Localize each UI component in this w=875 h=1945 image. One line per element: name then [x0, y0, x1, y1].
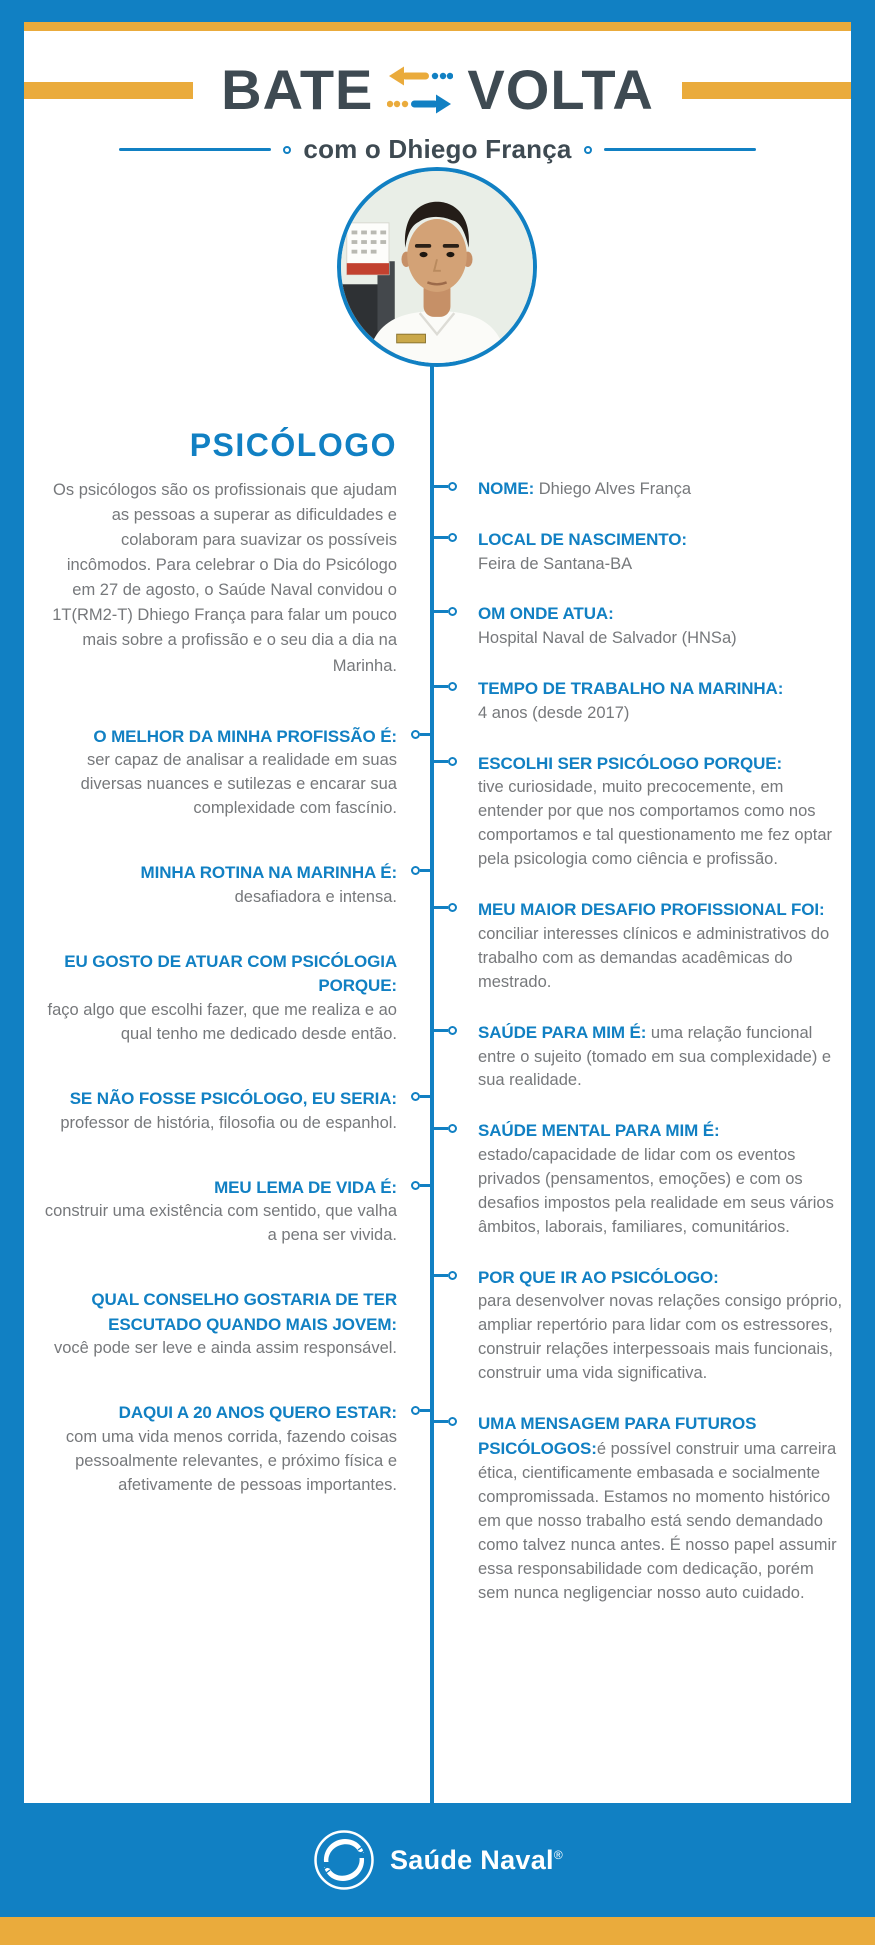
qa-item: [44, 725, 397, 821]
connector-tick: [434, 1029, 448, 1032]
timeline-connector: [434, 1271, 457, 1280]
qa-answer: tive curiosidade, muito precocemente, em entender por que nos comportamos como nos comportamos e tal questionamento me fez optar pela psicologia como ciência e profissão.: [478, 778, 833, 869]
connector-node-icon: [448, 1417, 457, 1426]
qa-heading: NOME:: [478, 479, 535, 498]
qa-item: [478, 1412, 846, 1605]
connector-node-icon: [411, 1092, 420, 1101]
timeline-connector: [411, 1181, 434, 1190]
qa-heading: QUAL CONSELHO GOSTARIA DE TER ESCUTADO QUANDO MAIS JOVEM:: [91, 1290, 397, 1334]
qa-answer: ser capaz de analisar a realidade em suas diversas nuances e sutilezas e encarar sua complexidade com fascínio.: [80, 751, 397, 818]
qa-item: [44, 1087, 397, 1136]
connector-node-icon: [448, 682, 457, 691]
qa-answer: uma relação funcional entre o sujeito (tomado em sua complexidade) e sua realidade.: [478, 1023, 832, 1090]
portrait-photo: [337, 167, 537, 367]
connector-tick: [420, 1409, 434, 1412]
left-qa-list: [44, 725, 397, 1498]
content-card: [24, 22, 851, 1803]
qa-heading: MINHA ROTINA NA MARINHA É:: [140, 863, 397, 883]
subtitle-dot-right: [584, 146, 592, 154]
subtitle: [24, 134, 851, 165]
qa-answer: construir uma existência com sentido, que valha a pena ser vivida.: [44, 1202, 397, 1245]
qa-answer: é possível construir uma carreira ética, cientificamente embasada e socialmente compromissada. Estamos no momento histórico em que nosso trabalho está sendo demandado como talvez nunca antes. É nosso papel assumir essa responsabilidade com dedicação, porém sem nunca negligenciar nosso auto cuidado.: [478, 1439, 837, 1602]
qa-heading: LOCAL DE NASCIMENTO:: [478, 529, 687, 549]
qa-answer: Feira de Santana-BA: [478, 554, 633, 573]
timeline-connector: [434, 533, 457, 542]
timeline-connector: [434, 757, 457, 766]
connector-tick: [434, 1420, 448, 1423]
connector-node-icon: [411, 1181, 420, 1190]
qa-answer: estado/capacidade de lidar com os eventos privados (pensamentos, emoções) e com os desafios impostos pela realidade em seus vários âmbitos, laborais, familiares, comunitários.: [478, 1146, 834, 1236]
qa-item: [478, 898, 846, 995]
connector-tick: [434, 536, 448, 539]
timeline-connector: [434, 903, 457, 912]
header-title: [193, 58, 682, 121]
connector-node-icon: [448, 1271, 457, 1280]
qa-item: [478, 677, 846, 726]
qa-item: [44, 1288, 397, 1361]
connector-tick: [434, 1127, 448, 1130]
header: [24, 58, 851, 121]
qa-item: [478, 1119, 846, 1239]
timeline-connector: [434, 482, 457, 491]
qa-heading: MEU MAIOR DESAFIO PROFISSIONAL FOI:: [478, 899, 825, 919]
right-qa-list: [478, 477, 846, 1605]
timeline-line: [430, 365, 434, 1803]
title-volta: VOLTA: [467, 58, 654, 121]
qa-heading: SAÚDE PARA MIM É:: [478, 1022, 647, 1042]
portrait-illustration: [341, 171, 533, 363]
qa-item: [478, 602, 846, 651]
registered-mark: ®: [553, 1847, 564, 1862]
qa-heading: SE NÃO FOSSE PSICÓLOGO, EU SERIA:: [69, 1088, 397, 1108]
subtitle-line-left: [119, 148, 271, 151]
qa-item: [478, 477, 846, 502]
qa-answer: professor de história, filosofia ou de espanhol.: [60, 1113, 397, 1132]
timeline-connector: [411, 1092, 434, 1101]
timeline-connector: [411, 866, 434, 875]
timeline-connector: [411, 1406, 434, 1415]
qa-heading: O MELHOR DA MINHA PROFISSÃO É:: [93, 726, 397, 746]
profile-intro: Os psicólogos são os profissionais que ajudam as pessoas a superar as dificuldades e colaboram para suavizar os possíveis incômodos. Para celebrar o Dia do Psicólogo em 27 de agosto, o Saúde Naval convidou o 1T(RM2-T) Dhiego França para falar um pouco mais sobre a profissão e o seu dia a dia na Marinha.: [52, 481, 397, 675]
qa-item: [478, 752, 846, 872]
left-column: [44, 427, 397, 1498]
connector-tick: [434, 1274, 448, 1277]
connector-tick: [420, 733, 434, 736]
connector-node-icon: [448, 903, 457, 912]
header-bar-right: [682, 82, 851, 99]
bottom-yellow-strip: [0, 1917, 875, 1945]
brand-name: Saúde Naval®: [389, 1844, 564, 1875]
qa-answer: desafiadora e intensa.: [234, 887, 397, 906]
qa-answer: você pode ser leve e ainda assim responsável.: [53, 1339, 397, 1358]
timeline-connector: [434, 1417, 457, 1426]
qa-answer: faço algo que escolhi fazer, que me realiza e ao qual tenho me dedicado desde então.: [47, 1000, 397, 1043]
connector-tick: [434, 485, 448, 488]
qa-item: [478, 528, 846, 577]
qa-item: [44, 861, 397, 910]
connector-tick: [434, 760, 448, 763]
qa-answer: Dhiego Alves França: [534, 480, 692, 498]
profile-title: PSICÓLOGO: [189, 427, 397, 463]
swap-arrows-icon: [387, 62, 453, 118]
qa-heading: TEMPO DE TRABALHO NA MARINHA:: [478, 679, 784, 699]
footer: [0, 1828, 875, 1892]
right-column: [478, 477, 846, 1631]
timeline-connector: [434, 1026, 457, 1035]
saude-naval-hands-icon: [312, 1828, 376, 1892]
subtitle-text: com o Dhiego França: [303, 134, 572, 164]
timeline-connector: [434, 682, 457, 691]
connector-tick: [434, 685, 448, 688]
qa-heading: MEU LEMA DE VIDA É:: [214, 1177, 397, 1197]
connector-node-icon: [411, 1406, 420, 1415]
qa-item: [478, 1021, 846, 1094]
qa-answer: Hospital Naval de Salvador (HNSa): [478, 629, 737, 648]
connector-tick: [434, 906, 448, 909]
connector-node-icon: [448, 1026, 457, 1035]
connector-node-icon: [448, 533, 457, 542]
qa-heading: EU GOSTO DE ATUAR COM PSICÓLOGIA PORQUE:: [64, 951, 397, 996]
timeline-connector: [434, 607, 457, 616]
qa-answer: conciliar interesses clínicos e administrativos do trabalho com as demandas acadêmicas do mestrado.: [478, 924, 830, 991]
qa-heading: DAQUI A 20 ANOS QUERO ESTAR:: [118, 1403, 397, 1423]
connector-tick: [434, 610, 448, 613]
qa-answer: 4 anos (desde 2017): [478, 703, 630, 722]
qa-answer: com uma vida menos corrida, fazendo coisas pessoalmente relevantes, e próximo física e afetivamente de pessoas importantes.: [65, 1427, 397, 1494]
qa-heading: OM ONDE ATUA:: [478, 604, 614, 624]
connector-tick: [420, 1095, 434, 1098]
connector-tick: [420, 1184, 434, 1187]
subtitle-dot-left: [283, 146, 291, 154]
qa-answer: para desenvolver novas relações consigo próprio, ampliar repertório para lidar com os estressores, construir relações interpessoais mais funcionais, construir uma vida significativa.: [478, 1292, 843, 1383]
connector-node-icon: [448, 482, 457, 491]
connector-node-icon: [411, 866, 420, 875]
qa-item: [44, 950, 397, 1047]
qa-item: [44, 1401, 397, 1497]
connector-node-icon: [448, 607, 457, 616]
timeline-connector: [434, 1124, 457, 1133]
header-bar-left: [24, 82, 193, 99]
connector-tick: [420, 869, 434, 872]
qa-heading: UMA MENSAGEM PARA FUTUROS PSICÓLOGOS:: [478, 1414, 757, 1458]
top-yellow-strip: [24, 22, 851, 31]
subtitle-line-right: [604, 148, 756, 151]
qa-item: [478, 1266, 846, 1386]
connector-node-icon: [448, 757, 457, 766]
title-bate: BATE: [221, 58, 374, 121]
qa-heading: ESCOLHI SER PSICÓLOGO PORQUE:: [478, 753, 783, 773]
timeline-connector: [411, 730, 434, 739]
qa-item: [44, 1176, 397, 1248]
connector-node-icon: [411, 730, 420, 739]
connector-node-icon: [448, 1124, 457, 1133]
qa-heading: POR QUE IR AO PSICÓLOGO:: [478, 1267, 719, 1287]
qa-heading: SAÚDE MENTAL PARA MIM É:: [478, 1121, 720, 1141]
